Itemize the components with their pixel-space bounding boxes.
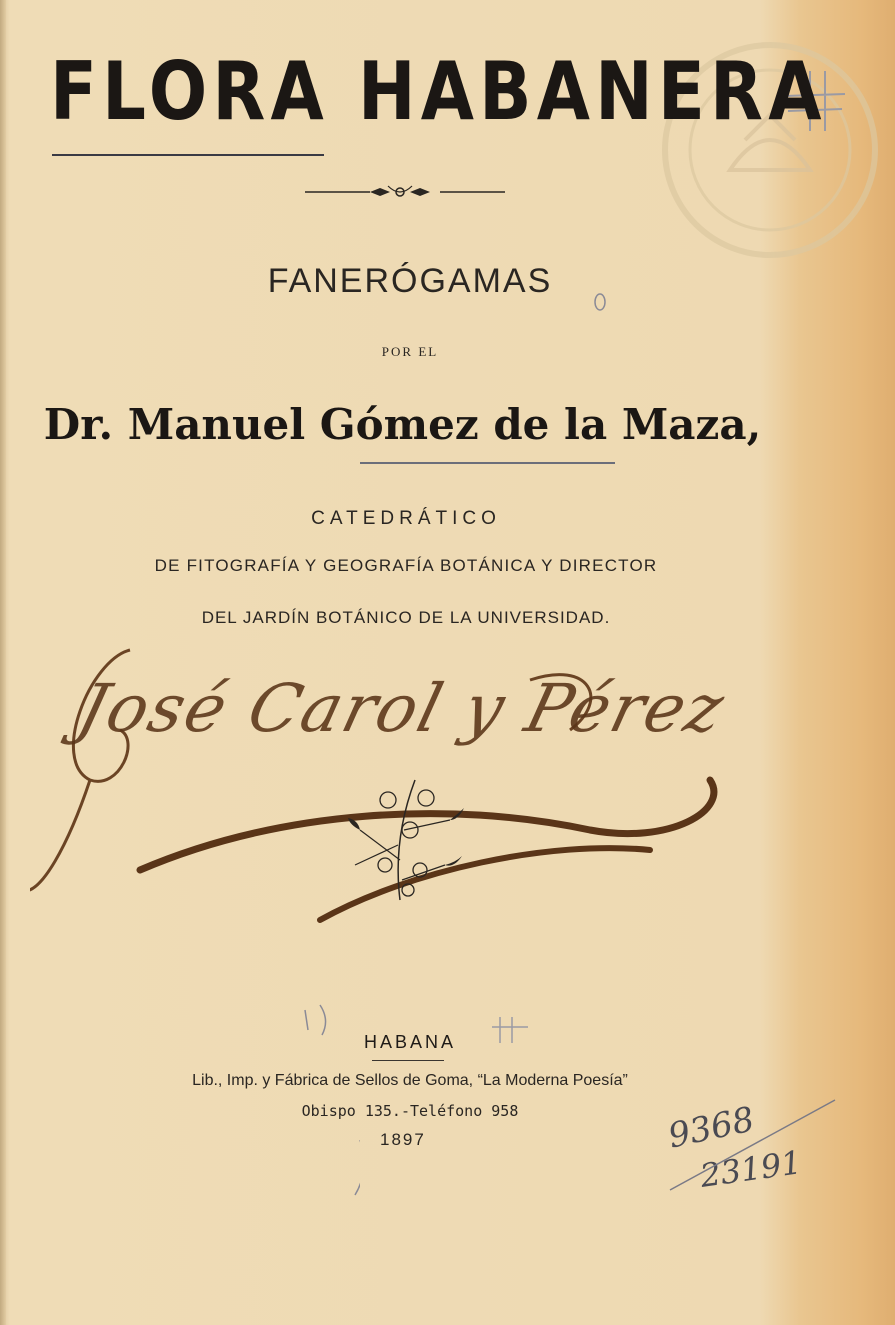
- book-title: FLORA HABANERA: [50, 45, 827, 138]
- city-rule: [372, 1060, 444, 1061]
- author-underline: [360, 462, 615, 464]
- author-name: Dr. Manuel Gómez de la Maza,: [43, 400, 762, 449]
- pencil-slash-icon: [665, 1090, 845, 1200]
- subtitle: FANERÓGAMAS: [267, 262, 553, 300]
- handwritten-number-b: 23191: [697, 1143, 804, 1195]
- handwritten-number-a: 9368: [664, 1099, 758, 1157]
- por-el: POR EL: [381, 344, 439, 359]
- title-ornament-icon: [300, 180, 510, 204]
- title-underline: [52, 154, 324, 156]
- position-line-1: DE FITOGRAFÍA Y GEOGRAFÍA BOTÁNICA Y DIRECTOR: [154, 556, 658, 575]
- publisher: Lib., Imp. y Fábrica de Sellos de Goma, “La Moderna Poesía”: [192, 1072, 628, 1089]
- publisher-address: Obispo 135.-Teléfono 958: [301, 1102, 519, 1120]
- author-position: CATEDRÁTICO: [311, 508, 501, 529]
- pencil-bracket-icon: [300, 1000, 360, 1200]
- position-line-2: DEL JARDÍN BOTÁNICO DE LA UNIVERSIDAD.: [201, 608, 611, 627]
- publication-year: 1897: [380, 1130, 426, 1149]
- page-edge: [0, 0, 6, 1325]
- signature: José Carol y Pérez: [70, 670, 734, 747]
- flower-sprig-icon: [340, 770, 470, 910]
- city: HABANA: [363, 1032, 457, 1052]
- pencil-cross-small-icon: [490, 1015, 530, 1045]
